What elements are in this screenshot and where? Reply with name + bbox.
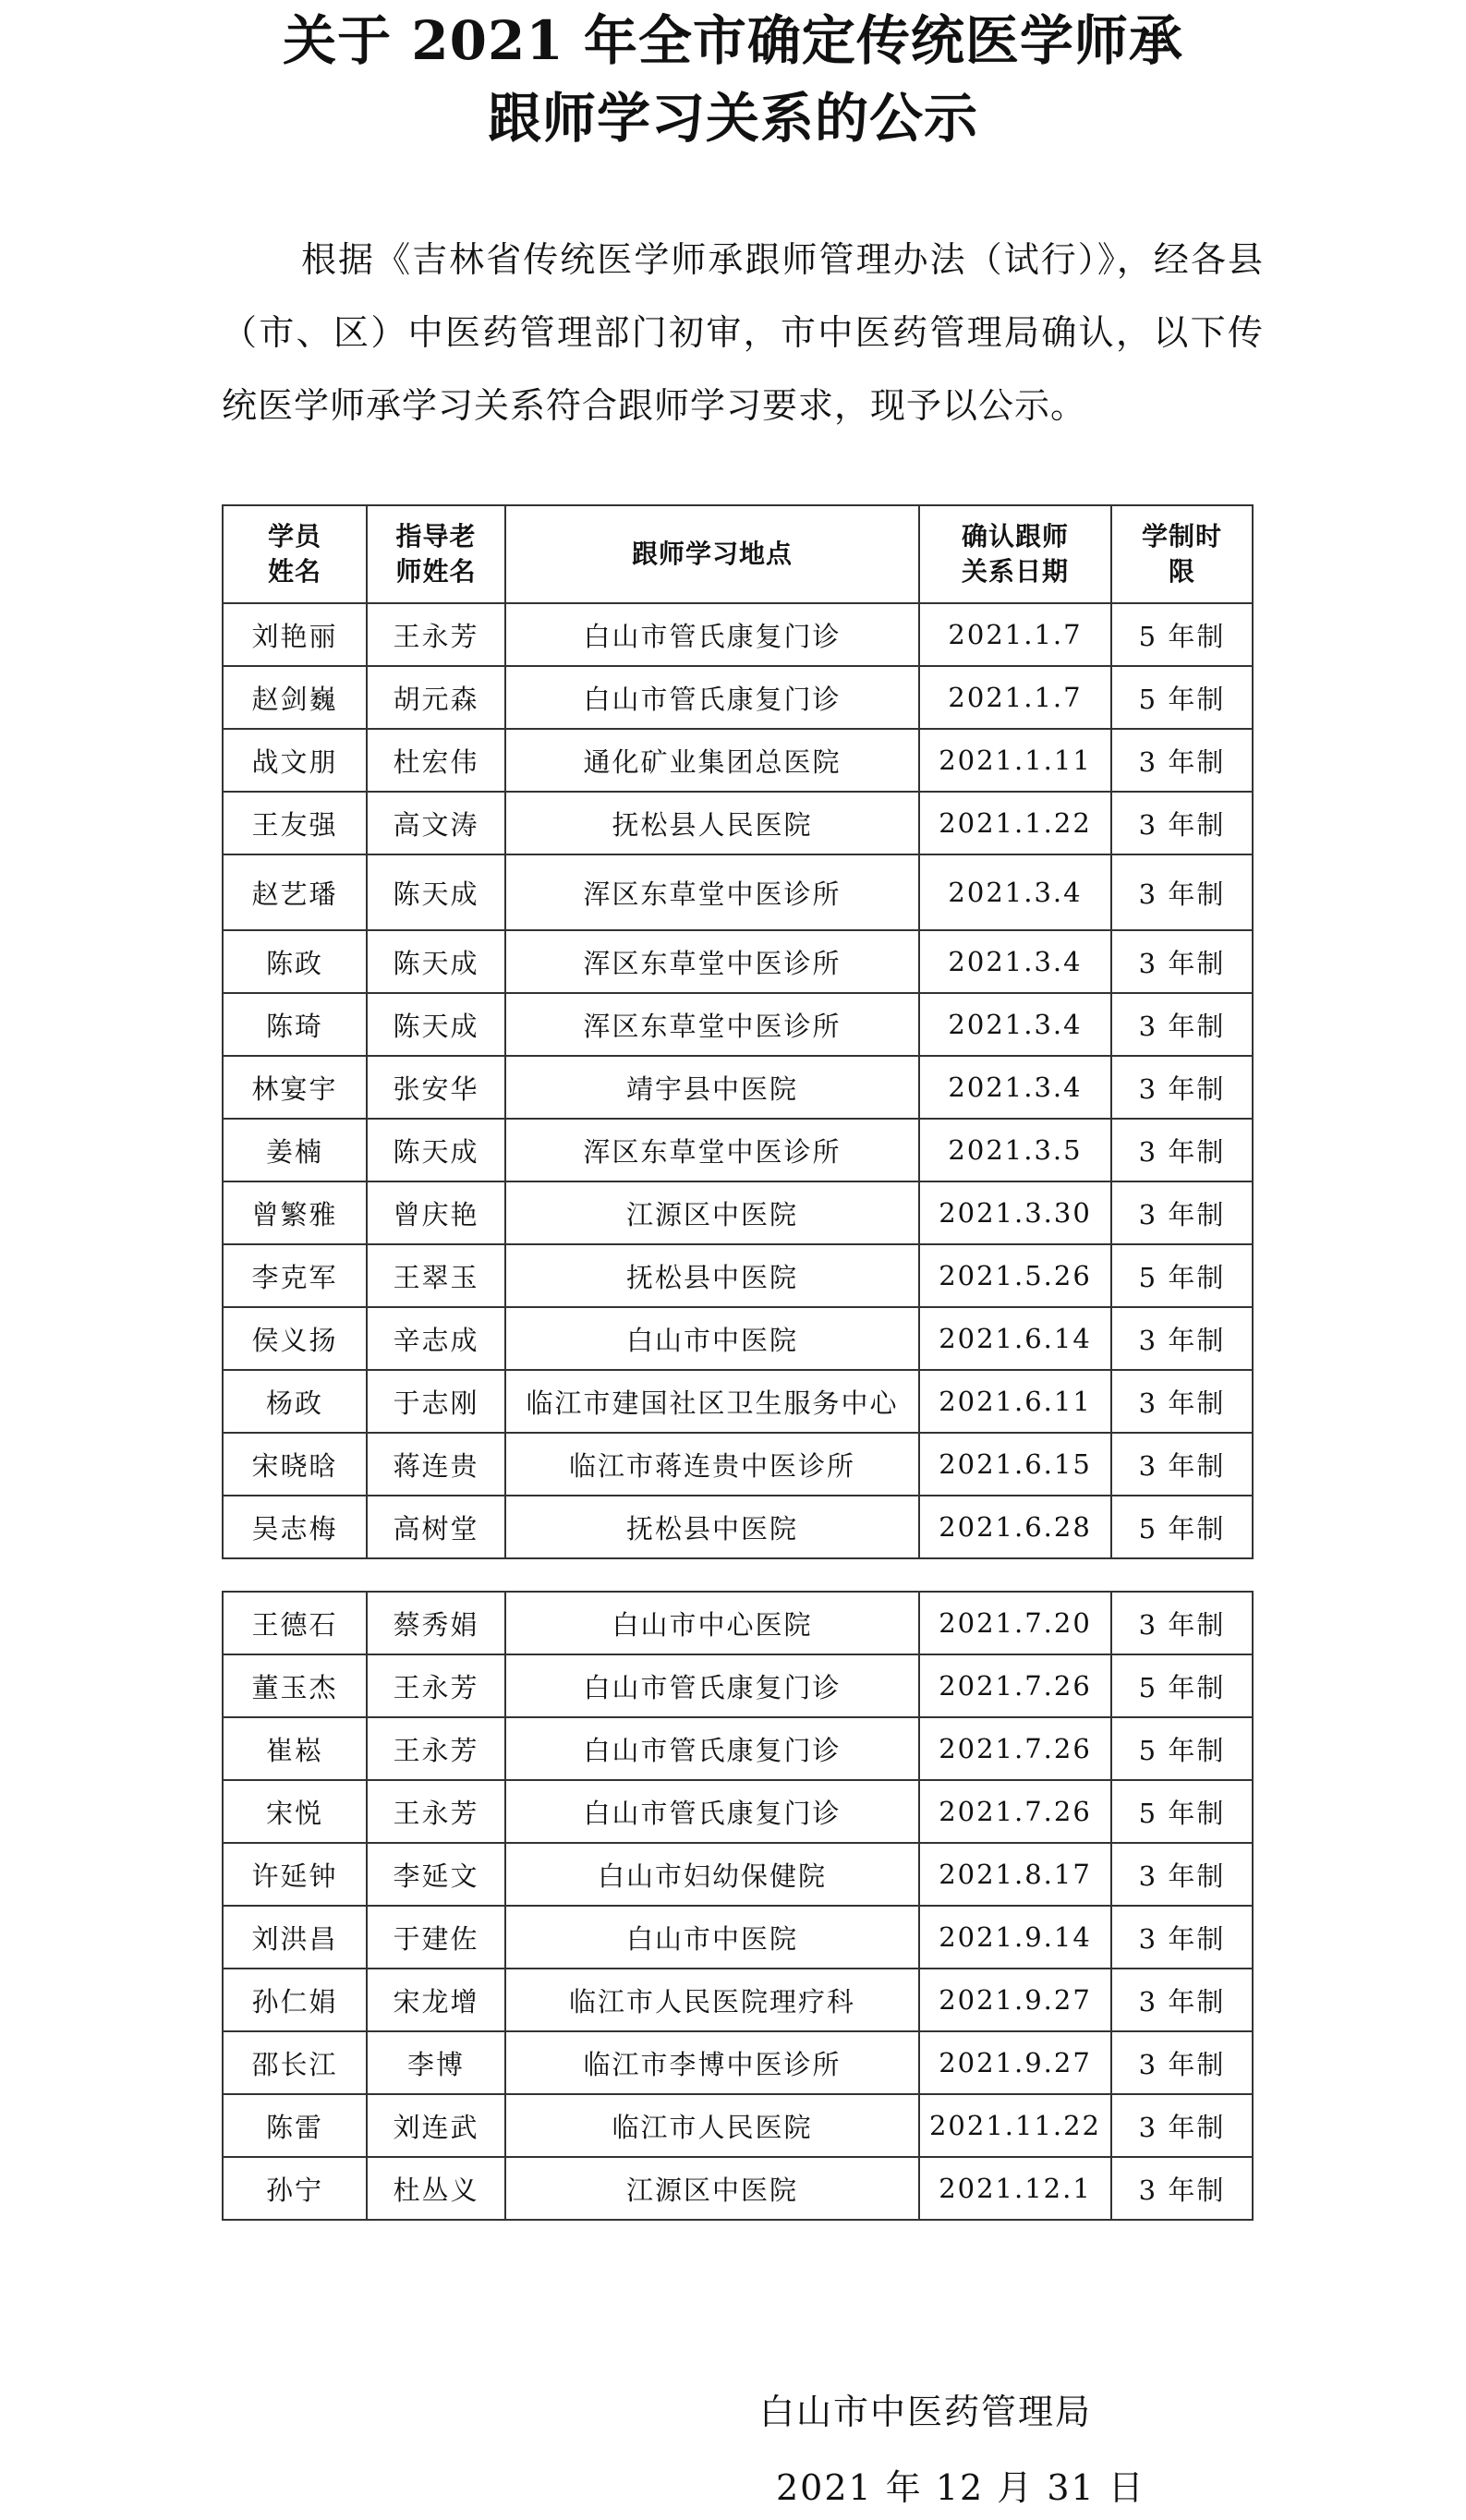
cell-student: 邵长江 (223, 2031, 367, 2094)
cell-student: 王德石 (223, 1592, 367, 1654)
cell-term: 3 年制 (1111, 1370, 1253, 1433)
cell-location: 白山市中心医院 (505, 1592, 919, 1654)
cell-term: 3 年制 (1111, 1181, 1253, 1244)
cell-student: 孙仁娟 (223, 1969, 367, 2031)
cell-term: 3 年制 (1111, 2094, 1253, 2157)
cell-student: 孙宁 (223, 2157, 367, 2220)
cell-mentor: 曾庆艳 (367, 1181, 505, 1244)
table-row (223, 1654, 1253, 1717)
header-date-line1: 确认跟师 (961, 521, 1069, 551)
table-row (223, 1244, 1253, 1307)
cell-mentor: 王翠玉 (367, 1244, 505, 1307)
table-row (223, 993, 1253, 1056)
cell-date: 2021.3.4 (919, 993, 1111, 1056)
table-row (223, 603, 1253, 666)
cell-term: 3 年制 (1111, 930, 1253, 993)
cell-mentor: 李延文 (367, 1843, 505, 1906)
cell-mentor: 高树堂 (367, 1496, 505, 1558)
cell-term: 3 年制 (1111, 2031, 1253, 2094)
cell-student: 姜楠 (223, 1119, 367, 1181)
cell-location: 浑区东草堂中医诊所 (505, 1119, 919, 1181)
cell-location: 白山市管氏康复门诊 (505, 603, 919, 666)
cell-location: 白山市管氏康复门诊 (505, 1654, 919, 1717)
cell-location: 浑区东草堂中医诊所 (505, 993, 919, 1056)
cell-location: 白山市管氏康复门诊 (505, 1717, 919, 1780)
table-header-row (223, 505, 1253, 603)
cell-date: 2021.7.26 (919, 1654, 1111, 1717)
cell-student: 曾繁雅 (223, 1181, 367, 1244)
table-row (223, 2094, 1253, 2157)
signature-organization: 白山市中医药管理局 (759, 2392, 1093, 2432)
cell-date: 2021.11.22 (919, 2094, 1111, 2157)
cell-mentor: 陈天成 (367, 854, 505, 930)
cell-date: 2021.3.4 (919, 1056, 1111, 1119)
cell-location: 江源区中医院 (505, 1181, 919, 1244)
cell-location: 白山市妇幼保健院 (505, 1843, 919, 1906)
cell-student: 刘洪昌 (223, 1906, 367, 1969)
header-term-line1: 学制时 (1141, 521, 1222, 551)
cell-location: 临江市人民医院 (505, 2094, 919, 2157)
cell-location: 临江市人民医院理疗科 (505, 1969, 919, 2031)
cell-term: 3 年制 (1111, 1592, 1253, 1654)
header-location: 跟师学习地点 (505, 505, 919, 603)
cell-date: 2021.9.14 (919, 1906, 1111, 1969)
cell-date: 2021.1.7 (919, 666, 1111, 729)
cell-date: 2021.9.27 (919, 2031, 1111, 2094)
header-student-line2: 姓名 (267, 556, 321, 587)
cell-term: 5 年制 (1111, 1244, 1253, 1307)
cell-mentor: 王永芳 (367, 1780, 505, 1843)
cell-date: 2021.3.4 (919, 930, 1111, 993)
cell-location: 抚松县人民医院 (505, 792, 919, 854)
cell-location: 江源区中医院 (505, 2157, 919, 2220)
table-row (223, 1969, 1253, 2031)
cell-date: 2021.6.15 (919, 1433, 1111, 1496)
table-row (223, 1717, 1253, 1780)
cell-mentor: 杜丛义 (367, 2157, 505, 2220)
cell-location: 抚松县中医院 (505, 1244, 919, 1307)
cell-date: 2021.8.17 (919, 1843, 1111, 1906)
cell-mentor: 蔡秀娟 (367, 1592, 505, 1654)
cell-student: 林宴宇 (223, 1056, 367, 1119)
header-student-line1: 学员 (267, 521, 321, 551)
cell-location: 靖宇县中医院 (505, 1056, 919, 1119)
cell-mentor: 高文涛 (367, 792, 505, 854)
cell-date: 2021.7.26 (919, 1780, 1111, 1843)
signature-date: 2021 年 12 月 31 日 (776, 2467, 1145, 2508)
table-row (223, 1181, 1253, 1244)
cell-term: 3 年制 (1111, 993, 1253, 1056)
cell-date: 2021.6.28 (919, 1496, 1111, 1558)
cell-term: 3 年制 (1111, 854, 1253, 930)
cell-student: 赵剑巍 (223, 666, 367, 729)
table-row (223, 1056, 1253, 1119)
cell-term: 3 年制 (1111, 1969, 1253, 2031)
cell-student: 陈雷 (223, 2094, 367, 2157)
cell-location: 临江市建国社区卫生服务中心 (505, 1370, 919, 1433)
cell-student: 刘艳丽 (223, 603, 367, 666)
cell-date: 2021.7.26 (919, 1717, 1111, 1780)
table-row (223, 2031, 1253, 2094)
cell-mentor: 杜宏伟 (367, 729, 505, 792)
header-term (1111, 505, 1253, 603)
cell-location: 抚松县中医院 (505, 1496, 919, 1558)
cell-mentor: 张安华 (367, 1056, 505, 1119)
cell-student: 宋悦 (223, 1780, 367, 1843)
cell-mentor: 胡元森 (367, 666, 505, 729)
header-term-line2: 限 (1168, 556, 1195, 587)
header-student (223, 505, 367, 603)
cell-term: 5 年制 (1111, 1717, 1253, 1780)
cell-term: 3 年制 (1111, 1307, 1253, 1370)
cell-mentor: 王永芳 (367, 603, 505, 666)
cell-term: 3 年制 (1111, 1056, 1253, 1119)
cell-location: 通化矿业集团总医院 (505, 729, 919, 792)
table1-body (223, 603, 1253, 1558)
cell-location: 浑区东草堂中医诊所 (505, 930, 919, 993)
cell-mentor: 刘连武 (367, 2094, 505, 2157)
cell-student: 杨政 (223, 1370, 367, 1433)
cell-term: 3 年制 (1111, 729, 1253, 792)
cell-term: 3 年制 (1111, 2157, 1253, 2220)
cell-mentor: 辛志成 (367, 1307, 505, 1370)
cell-term: 5 年制 (1111, 1496, 1253, 1558)
cell-term: 3 年制 (1111, 1906, 1253, 1969)
cell-mentor: 蒋连贵 (367, 1433, 505, 1496)
cell-term: 5 年制 (1111, 603, 1253, 666)
cell-term: 5 年制 (1111, 666, 1253, 729)
cell-student: 王友强 (223, 792, 367, 854)
cell-student: 李克军 (223, 1244, 367, 1307)
cell-mentor: 陈天成 (367, 930, 505, 993)
table-row (223, 1307, 1253, 1370)
cell-mentor: 王永芳 (367, 1717, 505, 1780)
cell-date: 2021.6.14 (919, 1307, 1111, 1370)
cell-student: 宋晓晗 (223, 1433, 367, 1496)
cell-date: 2021.1.22 (919, 792, 1111, 854)
cell-date: 2021.12.1 (919, 2157, 1111, 2220)
cell-mentor: 陈天成 (367, 1119, 505, 1181)
cell-date: 2021.7.20 (919, 1592, 1111, 1654)
document-title-line1: 关于 2021 年全市确定传统医学师承 (283, 9, 1183, 72)
table2-body (223, 1592, 1253, 2220)
cell-student: 赵艺璠 (223, 854, 367, 930)
cell-mentor: 于志刚 (367, 1370, 505, 1433)
cell-location: 临江市蒋连贵中医诊所 (505, 1433, 919, 1496)
cell-location: 浑区东草堂中医诊所 (505, 854, 919, 930)
mentorship-table-part1 (222, 504, 1254, 1559)
cell-date: 2021.3.30 (919, 1181, 1111, 1244)
cell-student: 许延钟 (223, 1843, 367, 1906)
table-row (223, 1592, 1253, 1654)
document-title-line2: 跟师学习关系的公示 (487, 87, 978, 150)
table-row (223, 1843, 1253, 1906)
table-row (223, 1496, 1253, 1558)
table-row (223, 1433, 1253, 1496)
cell-term: 3 年制 (1111, 1843, 1253, 1906)
cell-student: 陈琦 (223, 993, 367, 1056)
cell-location: 白山市中医院 (505, 1906, 919, 1969)
cell-date: 2021.3.5 (919, 1119, 1111, 1181)
table-row (223, 930, 1253, 993)
table-row (223, 792, 1253, 854)
table-row (223, 854, 1253, 930)
header-mentor-line1: 指导老 (395, 521, 477, 551)
cell-date: 2021.1.7 (919, 603, 1111, 666)
mentorship-table-part2 (222, 1591, 1254, 2221)
cell-term: 3 年制 (1111, 1119, 1253, 1181)
cell-date: 2021.3.4 (919, 854, 1111, 930)
table-row (223, 666, 1253, 729)
header-mentor-line2: 师姓名 (395, 556, 477, 587)
cell-mentor: 陈天成 (367, 993, 505, 1056)
cell-mentor: 宋龙增 (367, 1969, 505, 2031)
cell-location: 白山市管氏康复门诊 (505, 666, 919, 729)
cell-mentor: 于建佐 (367, 1906, 505, 1969)
cell-student: 崔崧 (223, 1717, 367, 1780)
cell-date: 2021.9.27 (919, 1969, 1111, 2031)
cell-student: 董玉杰 (223, 1654, 367, 1717)
cell-term: 5 年制 (1111, 1654, 1253, 1717)
cell-location: 白山市管氏康复门诊 (505, 1780, 919, 1843)
cell-term: 3 年制 (1111, 792, 1253, 854)
cell-mentor: 李博 (367, 2031, 505, 2094)
cell-term: 3 年制 (1111, 1433, 1253, 1496)
table-row (223, 1780, 1253, 1843)
cell-term: 5 年制 (1111, 1780, 1253, 1843)
header-date-line2: 关系日期 (961, 556, 1069, 587)
cell-location: 临江市李博中医诊所 (505, 2031, 919, 2094)
cell-student: 吴志梅 (223, 1496, 367, 1558)
intro-paragraph: 根据《吉林省传统医学师承跟师管理办法（试行）》，经各县（市、区）中医药管理部门初审，市中医药管理局确认，以下传统医学师承学习关系符合跟师学习要求，现予以公示。 (222, 239, 1264, 426)
cell-student: 侯义扬 (223, 1307, 367, 1370)
cell-mentor: 王永芳 (367, 1654, 505, 1717)
header-date (919, 505, 1111, 603)
table-row (223, 1370, 1253, 1433)
table-row (223, 1119, 1253, 1181)
table-row (223, 2157, 1253, 2220)
cell-location: 白山市中医院 (505, 1307, 919, 1370)
header-mentor (367, 505, 505, 603)
cell-date: 2021.5.26 (919, 1244, 1111, 1307)
cell-date: 2021.6.11 (919, 1370, 1111, 1433)
cell-student: 战文朋 (223, 729, 367, 792)
cell-date: 2021.1.11 (919, 729, 1111, 792)
cell-student: 陈政 (223, 930, 367, 993)
table-row (223, 729, 1253, 792)
table-row (223, 1906, 1253, 1969)
